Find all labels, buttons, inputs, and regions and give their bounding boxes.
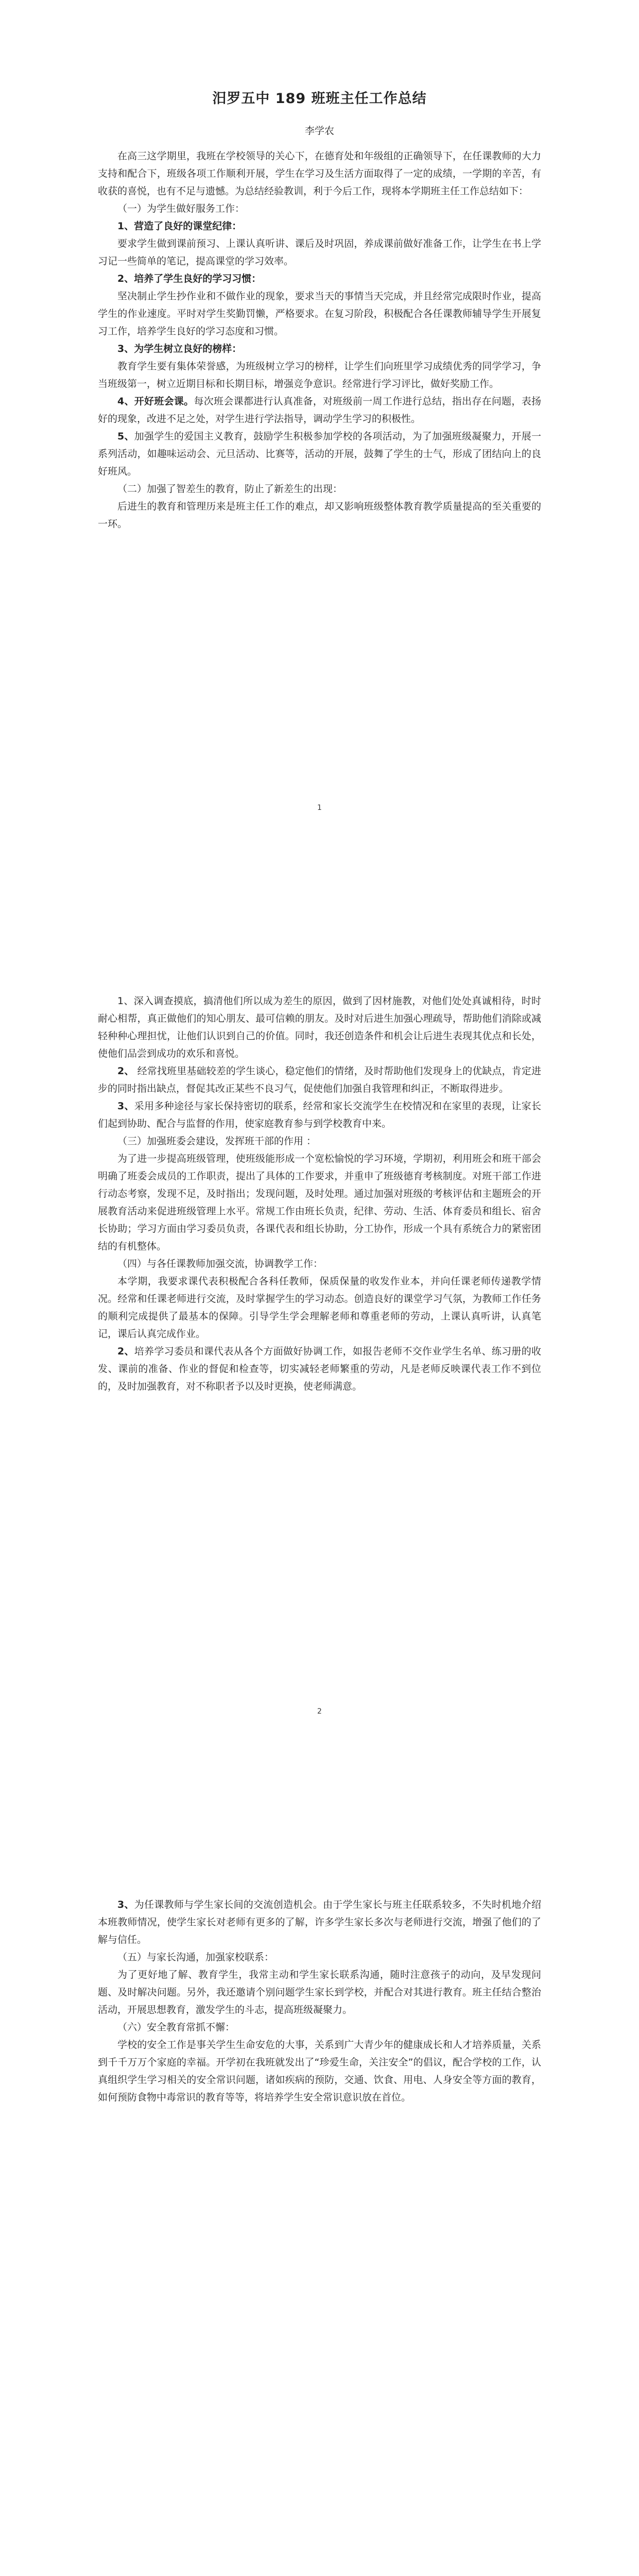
paragraph-lead: 5、 [117, 431, 134, 442]
paragraph-class-committee: 为了进一步提高班级管理，使班级能形成一个宽松愉悦的学习环境，学期初，利用班会和班干部会明确了班委会成员的工作职责，提出了具体的工作要求，并重申了班级德育考核制度。对班干部工作进行动态考察，发现不足，及时指出；发现问题，及时处理。通过加强对班级的考核评估和主题班会的开展教育活动来促进班级管理上水平。常规工作由班长负责，纪律、劳动、生活、体育委员和组长、宿舍长协助；学习方面由学习委员负责，各课代表和组长协助，分工协作，形成一个具有系统合力的紧密团结的有机整体。 [98, 1153, 541, 1252]
paragraph-teacher-parent-exchange: 3、为任课教师与学生家长间的交流创造机会。由于学生家长与班主任联系较多，不失时机地介绍本班教师情况，使学生家长对老师有更多的了解，许多学生家长多次与老师进行交流，增强了他们的了解与信任。 [98, 1899, 541, 1945]
document-title: 汨罗五中 189 班班主任工作总结 [212, 91, 427, 107]
section-heading-6: （六）安全教育常抓不懈： [117, 2022, 235, 2033]
paragraph-lead: 2、 [117, 1346, 134, 1357]
section-heading-3: （三）加强班委会建设，发挥班干部的作用 ： [117, 1136, 317, 1147]
paragraph-lead: 3、 [117, 1899, 134, 1910]
subheading-study-habits: 2、培养了学生良好的学习习惯： [117, 273, 262, 284]
paragraph-classroom-discipline: 要求学生做到课前预习、上课认真听讲、课后及时巩固，养成课前做好准备工作，让学生在书上学习记一些简单的笔记，提高课堂的学习效率。 [98, 238, 541, 267]
paragraph-parent-contact: 3、采用多种途径与家长保持密切的联系，经常和家长交流学生在校情况和在家里的表现，让家长们起到协助、配合与监督的作用，使家庭教育参与到学校教育中来。 [98, 1100, 541, 1129]
document-author: 李学农 [304, 125, 334, 137]
paragraph-lead: 2、 [117, 1065, 134, 1077]
paragraph-role-model: 教育学生要有集体荣誉感，为班级树立学习的榜样，让学生们向班里学习成绩优秀的同学学习，争当班级第一，树立近期目标和长期目标，增强竞争意识。经常进行学习评比，做好奖励工作。 [98, 361, 541, 389]
intro-paragraph: 在高三这学期里，我班在学校领导的关心下，在德育处和年级组的正确领导下，在任课教师的大力支持和配合下，班级各项工作顺利开展，学生在学习及生活方面取得了一定的成绩，一学期的辛苦，有收获的喜悦，也有不足与遗憾。为总结经验教训，利于今后工作，现将本学期班主任工作总结如下： [98, 150, 541, 197]
paragraph-patriotic-education: 5、加强学生的爱国主义教育，鼓励学生积极参加学校的各项活动，为了加强班级凝聚力，开展一系列活动，如趣味运动会、元旦活动、比赛等，活动的开展，鼓舞了学生的士气，形成了团结向上的良好班风。 [98, 431, 541, 477]
section-heading-5: （五）与家长沟通，加强家校联系： [117, 1952, 274, 1963]
section-heading-1: （一）为学生做好服务工作： [117, 203, 245, 214]
document-page-2 [0, 904, 639, 1807]
page-3-content [98, 1807, 541, 2106]
paragraph-teacher-communication: 本学期，我要求课代表积极配合各科任教师，保质保量的收发作业本，并向任课老师传递教学情况。经常和任课老师进行交流，及时掌握学生的学习动态。创造良好的课堂学习气氛，为教师工作任务的顺利完成提供了最基本的保障。引导学生学会理解老师和尊重老师的劳动，上课认真听讲，认真笔记，课后认真完成作业。 [98, 1276, 541, 1340]
paragraph-underachievers: 后进生的教育和管理历来是班主任工作的难点，却又影响班级整体教育教学质量提高的至关重要的一环。 [98, 501, 541, 530]
paragraph-talk-with-students: 2、 经常找班里基础较差的学生谈心，稳定他们的情绪，及时帮助他们发现身上的优缺点，肯定进步的同时指出缺点，督促其改正某些不良习气，促使他们加强自我管理和纠正，不断取得进步。 [98, 1065, 541, 1094]
page-number: 2 [317, 1707, 322, 1716]
subheading-role-model: 3、为学生树立良好的榜样： [117, 343, 242, 354]
paragraph-investigation: 1、深入调查摸底，搞清他们所以成为差生的原因，做到了因材施教，对他们处处真诚相待，时时耐心相帮，真正做他们的知心朋友、最可信赖的朋友。及时对后进生加强心理疏导，帮助他们消除或减轻种种心理担忧，让他们认识到自己的价值。同时，我还创造条件和机会让后进生表现其优点和长处，使他们品尝到成功的欢乐和喜悦。 [98, 995, 541, 1059]
paragraph-class-meeting: 4、开好班会课。每次班会课都进行认真准备，对班级前一周工作进行总结，指出存在问题，表扬好的现象，改进不足之处，对学生进行学法指导，调动学生学习的积极性。 [98, 396, 541, 425]
page-2-content [98, 904, 541, 1395]
paragraph-lead: 3、 [117, 1100, 134, 1112]
paragraph-course-representatives: 2、培养学习委员和课代表从各个方面做好协调工作，如报告老师不交作业学生名单、练习册的收发、课前的准备、作业的督促和检查等，切实减轻老师繁重的劳动，凡是老师反映课代表工作不到位的，及时加强教育，对不称职者予以及时更换，使老师满意。 [98, 1346, 541, 1392]
section-heading-4: （四）与各任课教师加强交流，协调教学工作： [117, 1258, 323, 1269]
paragraph-safety-education: 学校的安全工作是事关学生生命安危的大事，关系到广大青少年的健康成长和人才培养质量，关系到千千万万个家庭的幸福。开学初在我班就发出了“珍爱生命，关注安全”的倡议，配合学校的工作，认真组织学生学习相关的安全常识问题，诸如疾病的预防，交通、饮食、用电、人身安全等方面的教育，如何预防食物中毒常识的教育等等，将培养学生安全常识意识放在首位。 [98, 2039, 541, 2103]
document-page-1 [0, 0, 639, 904]
section-heading-2: （二）加强了智差生的教育，防止了新差生的出现： [117, 483, 343, 495]
page-1-content [98, 147, 541, 533]
paragraph-study-habits: 坚决制止学生抄作业和不做作业的现象，要求当天的事情当天完成，并且经常完成限时作业，提高学生的作业速度。平时对学生奖勤罚懒，严格要求。在复习阶段，积极配合各任课教师辅导学生开展复习工作，培养学生良好的学习态度和习惯。 [98, 291, 541, 337]
paragraph-home-school: 为了更好地了解、教育学生，我常主动和学生家长联系沟通，随时注意孩子的动向，及早发现问题、及时解决问题。另外，我还邀请个别问题学生家长到学校，并配合对其进行教育。班主任结合整治活动，开展思想教育，激发学生的斗志，提高班级凝聚力。 [98, 1969, 541, 2015]
document-page-3 [0, 1807, 639, 2576]
page-number: 1 [317, 804, 322, 812]
paragraph-lead: 4、开好班会课。 [117, 396, 194, 407]
subheading-classroom-discipline: 1、营造了良好的课堂纪律： [117, 221, 242, 232]
